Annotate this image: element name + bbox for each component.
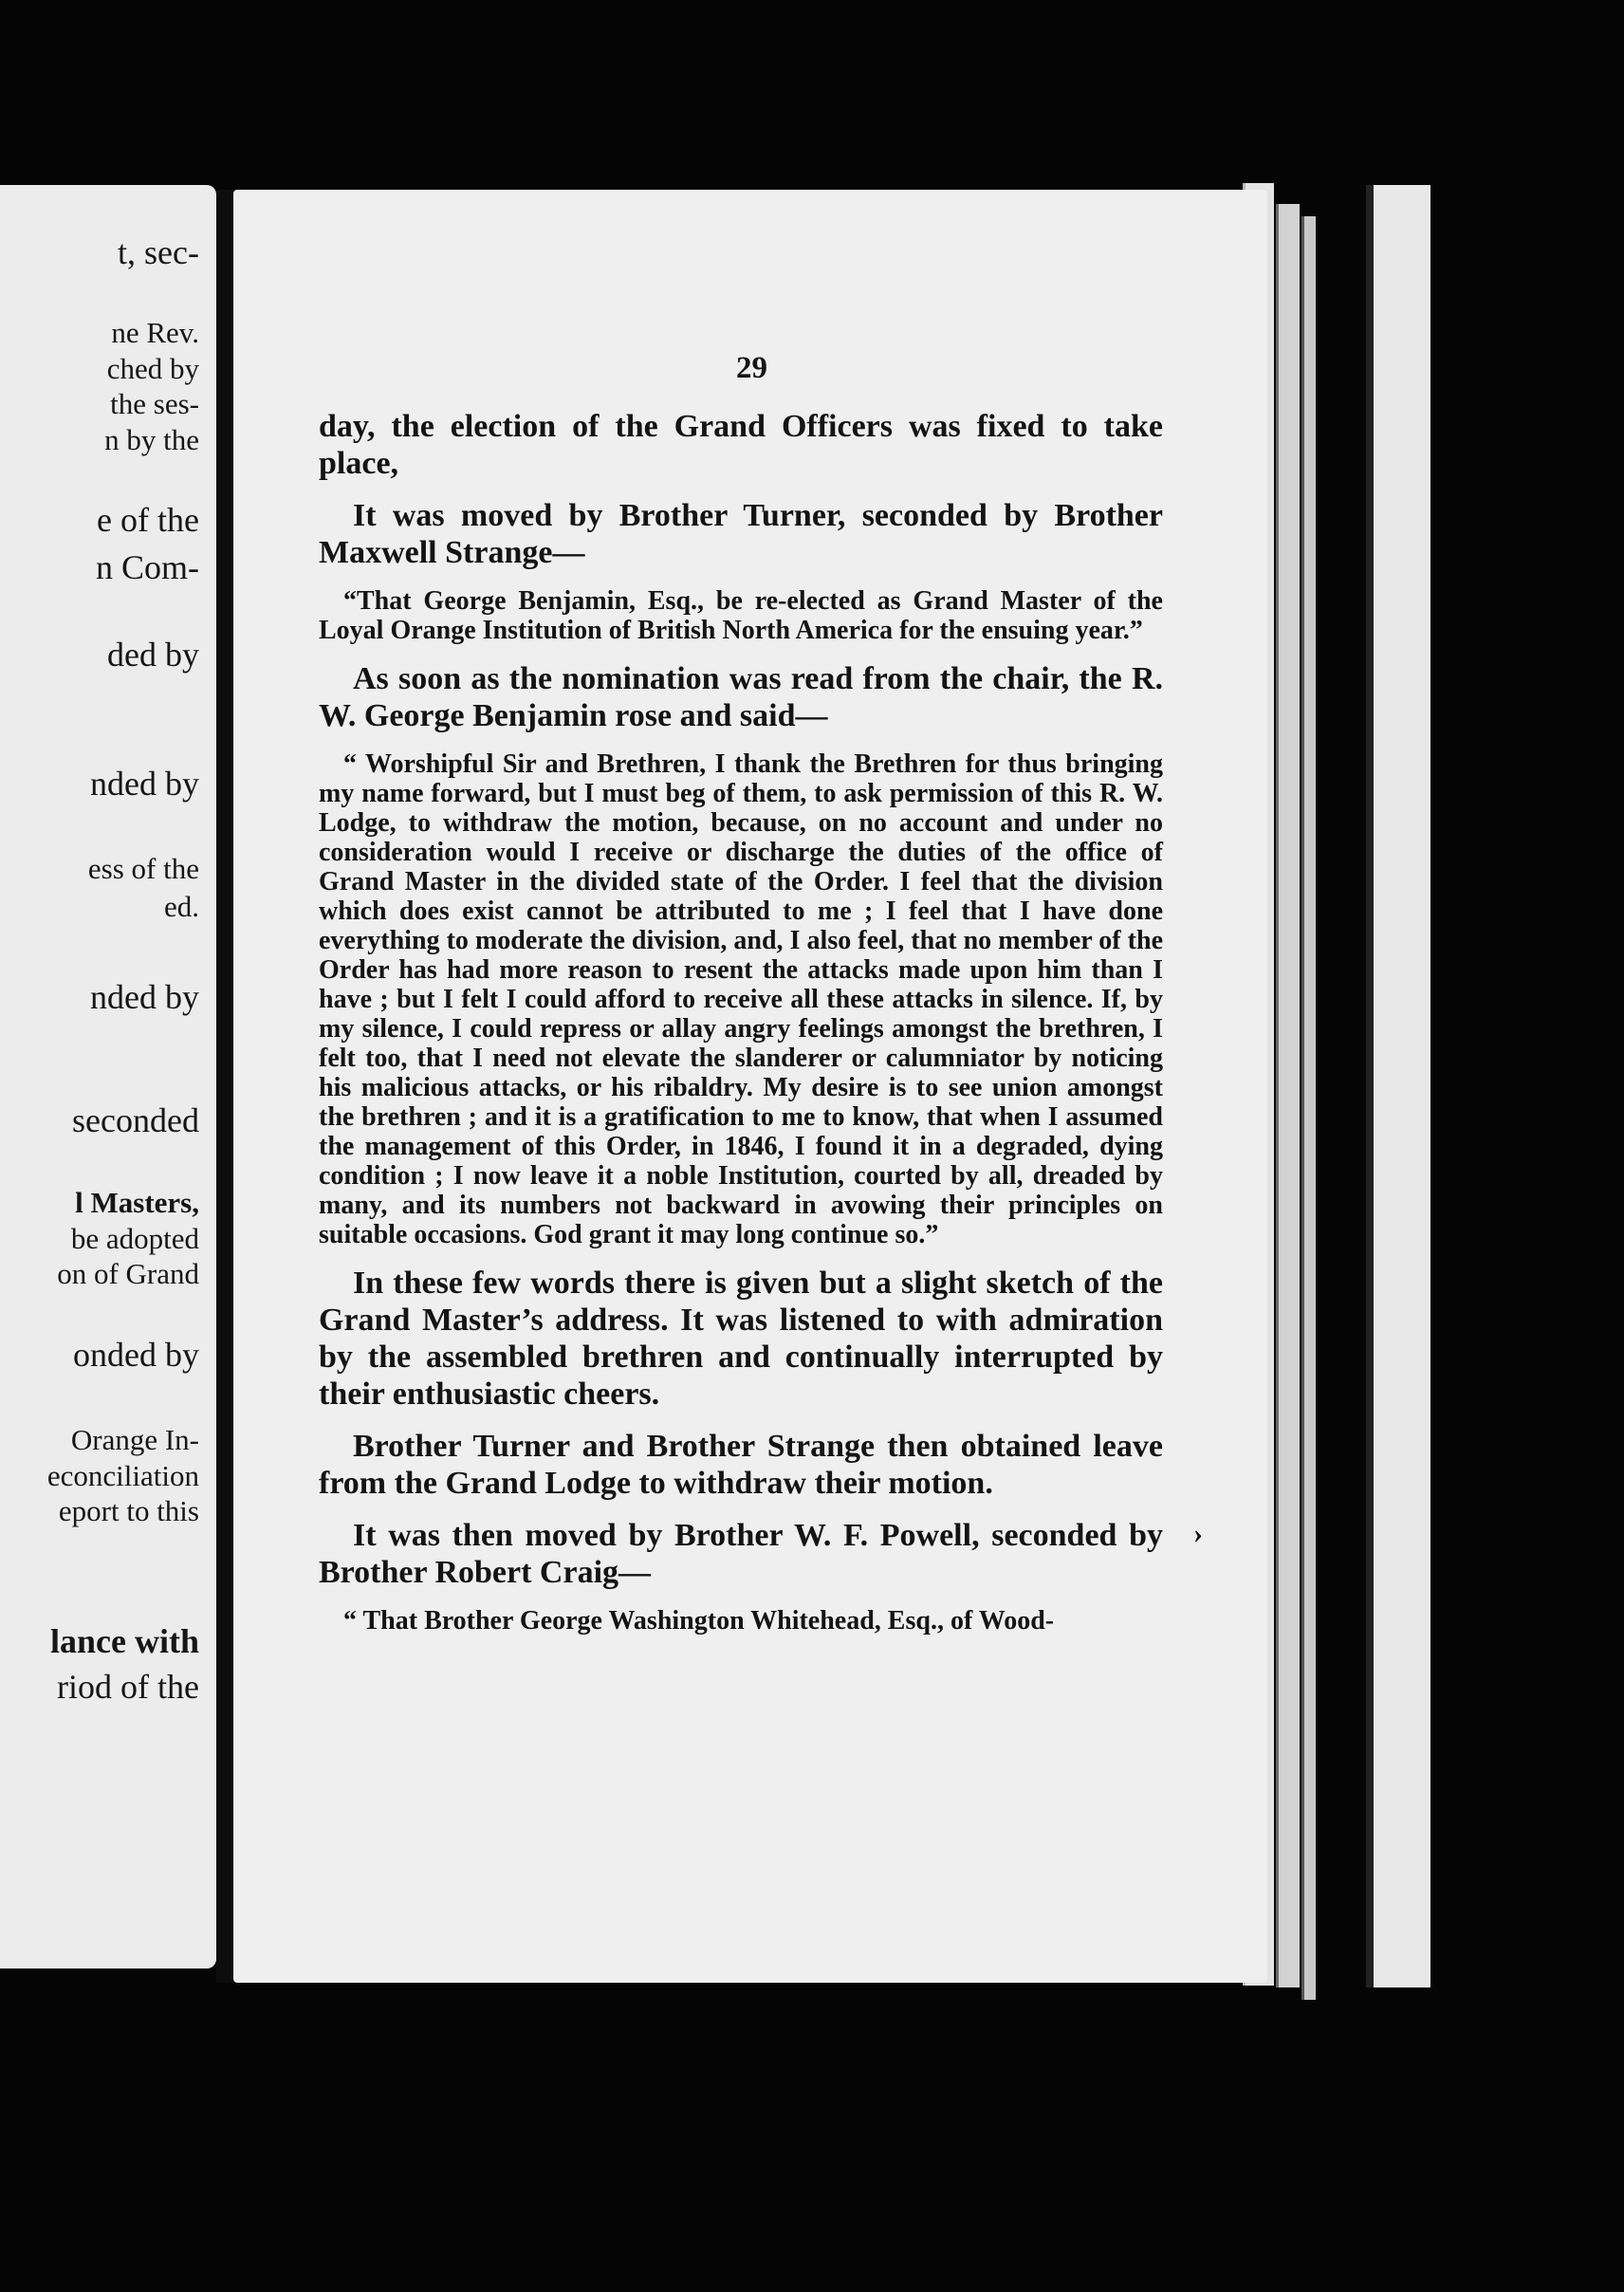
paragraph: It was moved by Brother Turner, seconded by Brother Maxwell Strange— xyxy=(319,498,1163,570)
previous-page-line: ched by xyxy=(106,352,199,385)
quoted-motion: “ That Brother George Washington Whitehead, Esq., of Wood- xyxy=(343,1606,1055,1636)
previous-page-line: n Com- xyxy=(95,548,199,586)
previous-page-line: ded by xyxy=(107,636,199,674)
previous-page-line: seconded xyxy=(72,1101,199,1139)
previous-page-line: e of the xyxy=(97,501,199,539)
previous-page-line: be adopted xyxy=(70,1222,199,1255)
previous-page-line: nded by xyxy=(90,978,199,1016)
previous-page-line: n by the xyxy=(104,423,199,456)
previous-page-line: l Masters, xyxy=(75,1186,199,1219)
previous-page-line: onded by xyxy=(73,1336,199,1374)
margin-mark: › xyxy=(1193,1518,1203,1549)
paragraph: In these few words there is given but a slight sketch of the Grand Master’s address. It was listened to with admiration by the assembled brethren and continually interrupted by their enthusiastic cheers. xyxy=(319,1266,1163,1412)
previous-page-line: lance with xyxy=(50,1622,199,1660)
page-body xyxy=(319,408,1163,1636)
previous-page-line: eport to this xyxy=(58,1494,199,1527)
previous-page-line: econciliation xyxy=(46,1459,199,1492)
paragraph: It was then moved by Brother W. F. Powell, seconded by Brother Robert Craig— xyxy=(319,1518,1163,1590)
paragraph: As soon as the nomination was read from the chair, the R. W. George Benjamin rose and said— xyxy=(319,661,1163,733)
previous-page-line: riod of the xyxy=(57,1668,199,1706)
page-edge xyxy=(1301,216,1316,2000)
book-gutter xyxy=(216,190,233,1983)
paragraph: day, the election of the Grand Officers was fixed to take place, xyxy=(319,409,1163,481)
previous-page-line: Orange In- xyxy=(70,1423,199,1456)
previous-page-line: ed. xyxy=(163,890,199,923)
quoted-motion: “That George Benjamin, Esq., be re-elected as Grand Master of the Loyal Orange Institution of British North America for the ensuing year.” xyxy=(319,586,1163,645)
document-page xyxy=(233,190,1267,1983)
page-edge xyxy=(1276,204,1300,1987)
page-number: 29 xyxy=(736,351,767,385)
page-edge xyxy=(1366,185,1430,1987)
previous-page-line: the ses- xyxy=(110,387,199,420)
previous-page-line: t, sec- xyxy=(118,233,199,271)
previous-page-line: on of Grand xyxy=(57,1257,199,1290)
quoted-motion: “ Worshipful Sir and Brethren, I thank the Brethren for thus bringing my name forward, but I must beg of them, to ask permission of this R. W. Lodge, to withdraw the motion, because, on no account and under no consideration would I receive or discharge the duties of the office of Grand Master in the divided state of the Order. I feel that the division which does exist cannot be attributed to me ; I feel that I have done everything to moderate the division, and, I also feel, that no member of the Order has had more reason to resent the attacks made upon him than I have ; but I felt I could afford to receive all these attacks in silence. If, by my silence, I could repress or allay angry feelings amongst the brethren, I felt too, that I need not elevate the slanderer or calumniator by noticing his malicious attacks, or his ribaldry. My desire is to see union amongst the brethren ; and it is a gratification to me to know, that when I assumed the management of this Order, in 1846, I found it in a degraded, dying condition ; I now leave it a noble Institution, courted by all, dreaded by many, and its numbers not backward in avowing their principles on suitable occasions. God grant it may long continue so.” xyxy=(319,749,1163,1249)
previous-page-line: ne Rev. xyxy=(111,316,199,349)
paragraph: Brother Turner and Brother Strange then obtained leave from the Grand Lodge to withdraw their motion. xyxy=(319,1429,1163,1501)
previous-page-line: ess of the xyxy=(87,852,199,885)
previous-page-line: nded by xyxy=(90,765,199,803)
previous-page xyxy=(0,185,216,1969)
